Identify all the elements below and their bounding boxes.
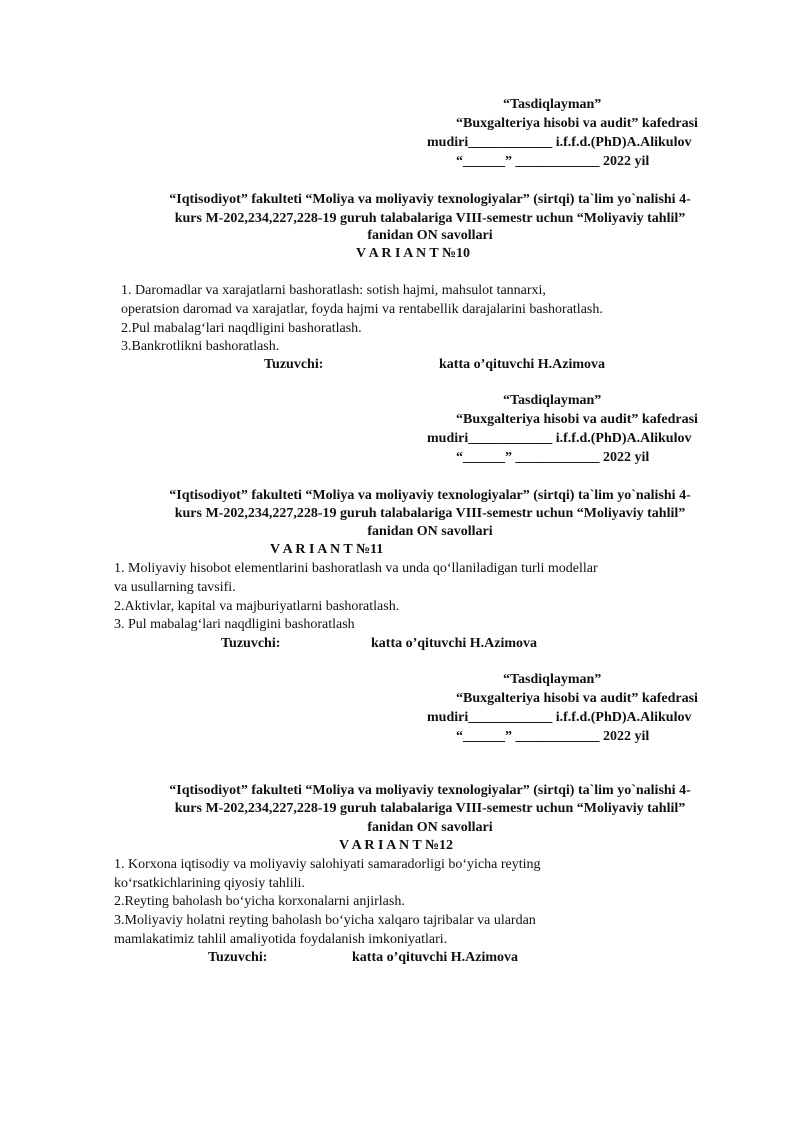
approval-department: “Buxgalteriya hisobi va audit” kafedrasi	[456, 412, 698, 427]
approval-date: “______” ____________ 2022 yil	[456, 729, 650, 744]
header-line: “Iqtisodiyot” fakulteti “Moliya va moliyaviy texnologiyalar” (sirtqi) ta`lim yo`nalishi 4-	[169, 783, 691, 798]
header-line: fanidan ON savollari	[367, 228, 493, 243]
approval-title: “Tasdiqlayman”	[503, 97, 602, 112]
compiler-name: katta o’qituvchi H.Azimova	[371, 636, 538, 651]
compiler-name: katta o’qituvchi H.Azimova	[439, 357, 606, 372]
header-line: fanidan ON savollari	[367, 524, 493, 539]
question-line: 3.Bankrotlikni bashoratlash.	[121, 339, 280, 354]
compiler-name: katta o’qituvchi H.Azimova	[352, 950, 519, 965]
header-line: kurs M-202,234,227,228-19 guruh talabalariga VIII-semestr uchun “Moliyaviy tahlil”	[174, 506, 686, 521]
question-line: 1. Moliyaviy hisobot elementlarini bashoratlash va unda qo‘llaniladigan turli modellar	[114, 561, 598, 576]
question-line: 2.Pul mabalag‘lari naqdligini bashoratlash.	[121, 321, 362, 336]
question-line: 2.Reyting baholash bo‘yicha korxonalarni anjirlash.	[114, 894, 405, 909]
question-line: operatsion daromad va xarajatlar, foyda hajmi va rentabellik darajalarini bashoratlash.	[121, 302, 603, 317]
question-line: 3.Moliyaviy holatni reyting baholash bo‘yicha xalqaro tajribalar va ulardan	[114, 913, 536, 928]
question-line: va usullarning tavsifi.	[114, 580, 236, 595]
approval-head: mudiri____________ i.f.f.d.(PhD)A.Alikulov	[427, 135, 692, 150]
question-line: ko‘rsatkichlarining qiyosiy tahlili.	[114, 876, 305, 891]
variant-title: V A R I A N T №12	[339, 838, 454, 853]
header-line: “Iqtisodiyot” fakulteti “Moliya va moliyaviy texnologiyalar” (sirtqi) ta`lim yo`nalishi 4-	[169, 192, 691, 207]
question-line: 1. Daromadlar va xarajatlarni bashoratlash: sotish hajmi, mahsulot tannarxi,	[121, 283, 546, 298]
compiler-label: Tuzuvchi:	[264, 357, 324, 372]
compiler-label: Tuzuvchi:	[221, 636, 281, 651]
approval-date: “______” ____________ 2022 yil	[456, 154, 650, 169]
question-line: 1. Korxona iqtisodiy va moliyaviy salohiyati samaradorligi bo‘yicha reyting	[114, 857, 541, 872]
approval-head: mudiri____________ i.f.f.d.(PhD)A.Alikulov	[427, 710, 692, 725]
question-line: 3. Pul mabalag‘lari naqdligini bashoratlash	[114, 617, 355, 632]
variant-title: V A R I A N T №11	[270, 542, 384, 557]
approval-head: mudiri____________ i.f.f.d.(PhD)A.Alikulov	[427, 431, 692, 446]
question-line: 2.Aktivlar, kapital va majburiyatlarni bashoratlash.	[114, 599, 400, 614]
approval-date: “______” ____________ 2022 yil	[456, 450, 650, 465]
question-line: mamlakatimiz tahlil amaliyotida foydalanish imkoniyatlari.	[114, 932, 448, 947]
approval-department: “Buxgalteriya hisobi va audit” kafedrasi	[456, 691, 698, 706]
approval-title: “Tasdiqlayman”	[503, 393, 602, 408]
compiler-label: Tuzuvchi:	[208, 950, 268, 965]
header-line: kurs M-202,234,227,228-19 guruh talabalariga VIII-semestr uchun “Moliyaviy tahlil”	[174, 211, 686, 226]
approval-department: “Buxgalteriya hisobi va audit” kafedrasi	[456, 116, 698, 131]
header-line: fanidan ON savollari	[367, 820, 493, 835]
header-line: kurs M-202,234,227,228-19 guruh talabalariga VIII-semestr uchun “Moliyaviy tahlil”	[174, 801, 686, 816]
approval-title: “Tasdiqlayman”	[503, 672, 602, 687]
header-line: “Iqtisodiyot” fakulteti “Moliya va moliyaviy texnologiyalar” (sirtqi) ta`lim yo`nalishi 4-	[169, 488, 691, 503]
variant-title: V A R I A N T №10	[356, 246, 471, 261]
